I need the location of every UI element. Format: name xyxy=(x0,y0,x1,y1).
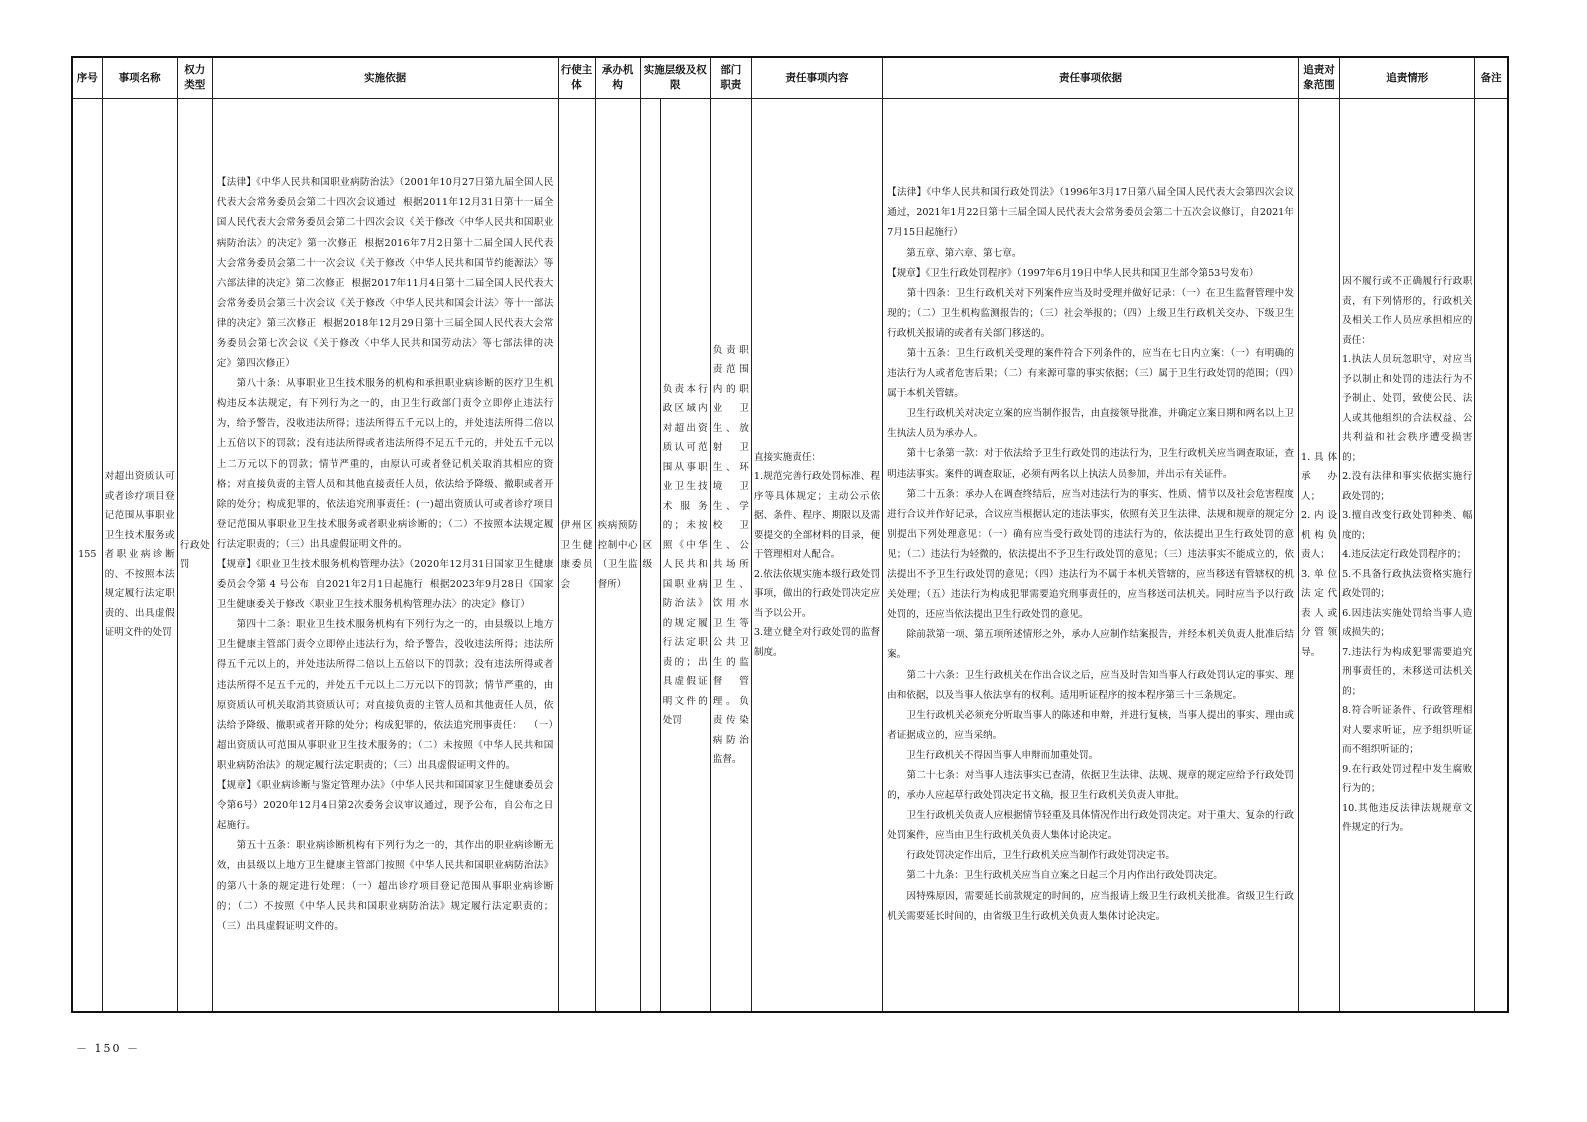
table-row xyxy=(72,99,1508,1013)
cell-level-b xyxy=(660,99,710,1013)
header-accountability-scope: 追责对 象范围 xyxy=(1298,57,1339,99)
cell-responsibility-content xyxy=(751,99,882,1013)
basis-text: 【法律】《中华人民共和国职业病防治法》（2001年10月27日第九届全国人民代表大会常务委员会第二十四次会议通过 根据2011年12月31日第十一届全国人民代表大会常务委员会第二十四次会议《关于修改〈中华人民共和国职业病防治法〉的决定》第一次修正 根据2016年7月2日第十二届全国人民代表大会常务委员会第二十一次会议《关于修改〈中华人民共和国节约能源法〉等六部法律的决定》第二次修正 根据2017年11月4日第十二届全国人民代表大会常务委员会第三十次会议《关于修改〈中华人民共和国会计法〉等十一部法律的决定》第三次修正 根据2018年12月29日第十三届全国人民代表大会常务委员会第七次会议《关于修改〈中华人民共和国劳动法〉等七部法律的决定》第四次修正） 第八十条：从事职业卫生技术服务的机构和承担职业病诊断的医疗卫生机构违反本法规定，有下列行为之一的，由卫生行政部门责令立即停止违法行为，给予警告，没收违法所得；违法所得五千元以上的，并处违法所得二倍以上五倍以下的罚款；没有违法所得或者违法所得不足五千元的，并处五千元以上二万元以下的罚款；情节严重的，由原认可或者登记机关取消其相应的资格；对直接负责的主管人员和其他直接责任人员，依法给予降级、撤职或者开除的处分；构成犯罪的，依法追究刑事责任：(一)超出资质认可或者诊疗项目登记范围从事职业卫生技术服务或者职业病诊断的；（二）不按照本法规定履行法定职责的；（三）出具虚假证明文件的。 【规章】《职业卫生技术服务机构管理办法》（2020年12月31日国家卫生健康委员会令第 4 号公布 自2021年2月1日起施行 根据2023年9月28日《国家卫生健康委关于修改〈职业卫生技术服务机构管理办法〉的决定》修订） 第四十二条：职业卫生技术服务机构有下列行为之一的，由县级以上地方卫生健康主管部门责令立即停止违法行为，给予警告，没收违法所得；违法所得五千元以上的，并处违法所得二倍以上五倍以下的罚款；没有违法所得或者违法所得不足五千元的，并处五千元以上二万元以下的罚款；情节严重的，由原资质认可机关取消其资质认可；对直接负责的主管人员和其他责任人员，依法给予降级、撤职或者开除的处分；构成犯罪的，依法追究刑事责任： （一）超出资质认可范围从事职业卫生技术服务的；（二）未按照《中华人民共和国职业病防治法》的规定履行法定职责的；（三）出具虚假证明文件的。 【规章】《职业病诊断与鉴定管理办法》（中华人民共和国国家卫生健康委员会令第6号）2020年12月4日第2次委务会议审议通过，现予公布，自公布之日起施行。 第五十五条：职业病诊断机构有下列行为之一的，其作出的职业病诊断无效，由县级以上地方卫生健康主管部门按照《中华人民共和国职业病防治法》的第八十条的规定进行处理：（一）超出诊疗项目登记范围从事职业病诊断的；（二）不按照《中华人民共和国职业病防治法》规定履行法定职责的；（三）出具虚假证明文件的。 xyxy=(216,177,554,932)
duty-text: 负责职责范围内的职业卫生、放射卫生、环境卫生、学校卫生、公共场所卫生、饮用水卫生等公共卫生的监督管理。负责传染病防治监督。 xyxy=(712,344,749,765)
cell-basis xyxy=(212,99,558,1013)
header-accountability-situation: 追责情形 xyxy=(1340,57,1475,99)
level-a-text: 区级 xyxy=(642,539,653,570)
header-remark: 备注 xyxy=(1475,57,1508,99)
subject-text: 伊州区卫生健康委员会 xyxy=(560,520,593,590)
agency-text: 疾病预防控制中心（卫生监督所） xyxy=(597,520,638,590)
header-seq: 序号 xyxy=(72,57,102,99)
page-number: － 150 － xyxy=(76,1042,140,1055)
header-level: 实施层级及权 限 xyxy=(640,57,710,99)
responsibility-content-text: 直接实施责任： 1.规范完善行政处罚标准、程序等具体规定；主动公示依据、条件、程序、期限以及需要提交的全部材料的目录，便于管理相对人配合。 2.依法依规实施本级行政处罚事项，做出的行政处罚决定应当予以公开。 3.建立健全对行政处罚的监督制度。 xyxy=(753,451,881,658)
cell-remark xyxy=(1475,99,1508,1013)
responsibility-table-sheet xyxy=(71,56,1509,1013)
level-b-text: 负责本行政区域内对超出资质认可范围从事职业卫生技术服务的；未按照《中华人民共和国职业病防治法》的规定履行法定职责的；出具虚假证明文件的处罚 xyxy=(662,383,708,726)
cell-level-a xyxy=(640,99,660,1013)
cell-accountability-situation xyxy=(1340,99,1475,1013)
header-agency: 承办机 构 xyxy=(595,57,640,99)
header-row xyxy=(72,57,1508,99)
responsibility-basis-text: 【法律】《中华人民共和国行政处罚法》（1996年3月17日第八届全国人民代表大会第四次会议通过，2021年1月22日第十三届全国人民代表大会常务委员会第二十五次会议修订，自2021年7月15日起施行） 第五章、第六章、第七章。 【规章】《卫生行政处罚程序》（1997年6月19日中华人民共和国卫生部令第53号发布） 第十四条：卫生行政机关对下列案件应当及时受理并做好记录：（一）在卫生监督管理中发现的；（二）卫生机构监测报告的；（三）社会举报的；（四）上级卫生行政机关交办、下级卫生行政机关报请的或者有关部门移送的。 第十五条：卫生行政机关受理的案件符合下列条件的，应当在七日内立案：（一）有明确的违法行为人或者危害后果；（二）有来源可靠的事实依据；（三）属于卫生行政处罚的范围；（四）属于本机关管辖。 卫生行政机关对决定立案的应当制作报告，由直接领导批准，并确定立案日期和两名以上卫生执法人员为承办人。 第十七条第一款：对于依法给予卫生行政处罚的违法行为，卫生行政机关应当调查取证，查明违法事实。案件的调查取证，必须有两名以上执法人员参加，并出示有关证件。 第二十五条：承办人在调查终结后，应当对违法行为的事实、性质、情节以及社会危害程度进行合议并作好记录，合议应当根据认定的违法事实，依照有关卫生法律、法规和规章的规定分别提出下列处理意见：（一）确有应当受行政处罚的违法行为的，依法提出卫生行政处罚的意见；（二）违法行为轻微的，依法提出不予卫生行政处罚的意见；（三）违法事实不能成立的，依法提出不予卫生行政处罚的意见；（四）违法行为不属于本机关管辖的，应当移送有管辖权的机关处理；（五）违法行为构成犯罪需要追究刑事责任的，应当移送司法机关。同时应当予以行政处罚的，还应当依法提出卫生行政处罚的意见。 除前款第一项、第五项所述情形之外，承办人应制作结案报告，并经本机关负责人批准后结案。 第二十六条：卫生行政机关在作出合议之后，应当及时告知当事人行政处罚认定的事实、理由和依据，以及当事人依法享有的权利。适用听证程序的按本程序第三十三条规定。 卫生行政机关必须充分听取当事人的陈述和申辩，并进行复核，当事人提出的事实、理由或者证据成立的，应当采纳。 卫生行政机关不得因当事人申辩而加重处罚。 第二十七条：对当事人违法事实已查清，依据卫生法律、法规、规章的规定应给予行政处罚的，承办人应起草行政处罚决定书文稿，报卫生行政机关负责人审批。 卫生行政机关负责人应根据情节轻重及具体情况作出行政处罚决定。对于重大、复杂的行政处罚案件，应当由卫生行政机关负责人集体讨论决定。 行政处罚决定作出后，卫生行政机关应当制作行政处罚决定书。 第二十九条：卫生行政机关应当自立案之日起三个月内作出行政处罚决定。 因特殊原因，需要延长前款规定的时间的，应当报请上级卫生行政机关批准。省级卫生行政机关需要延长时间的，由省级卫生行政机关负责人集体讨论决定。 xyxy=(887,187,1294,922)
cell-agency xyxy=(595,99,640,1013)
cell-subject xyxy=(558,99,595,1013)
cell-duty xyxy=(710,99,751,1013)
responsibility-table xyxy=(71,56,1509,1013)
header-responsibility-basis: 责任事项依据 xyxy=(883,57,1299,99)
cell-accountability-scope xyxy=(1298,99,1339,1013)
header-basis: 实施依据 xyxy=(212,57,558,99)
cell-responsibility-basis xyxy=(883,99,1299,1013)
header-item-name: 事项名称 xyxy=(102,57,177,99)
cell-item-name xyxy=(102,99,177,1013)
header-subject: 行使主 体 xyxy=(558,57,595,99)
accountability-scope-text: 1.具体承办人； 2.内设机构负责人； 3.单位法定代表人或分管领导。 xyxy=(1300,451,1338,658)
cell-seq: 155 xyxy=(72,99,102,1013)
header-power-type: 权力 类型 xyxy=(177,57,212,99)
header-duty: 部门 职责 xyxy=(710,57,751,99)
power-type-text: 行政处罚 xyxy=(179,539,210,570)
cell-power-type xyxy=(177,99,212,1013)
header-responsibility-content: 责任事项内容 xyxy=(751,57,882,99)
item-name-text: 对超出资质认可或者诊疗项目登记范围从事职业卫生技术服务或者职业病诊断的、不按照本法规定履行法定职责的、出具虚假证明文件的处罚 xyxy=(104,471,175,639)
accountability-situation-text: 因不履行或不正确履行行政职责，有下列情形的，行政机关及相关工作人员应承担相应的责任： 1.执法人员玩忽职守，对应当予以制止和处罚的违法行为不予制止、处罚，致使公民、法人或其他组织的合法权益、公共利益和社会秩序遭受损害的； 2.没有法律和事实依据实施行政处罚的； 3.擅自改变行政处罚种类、幅度的； 4.违反法定行政处罚程序的； 5.不具备行政执法资格实施行政处罚的； 6.因违法实施处罚给当事人造成损失的； 7.违法行为构成犯罪需要追究刑事责任的，未移送司法机关的； 8.符合听证条件、行政管理相对人要求听证，应予组织听证而不组织听证的； 9.在行政处罚过程中发生腐败行为的； 10.其他违反法律法规规章文件规定的行为。 xyxy=(1342,276,1473,834)
